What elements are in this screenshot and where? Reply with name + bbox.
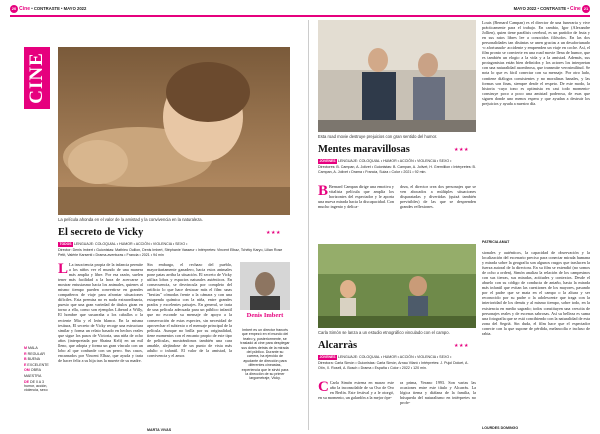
legend-item: M MALA [24, 346, 38, 350]
page-divider [308, 20, 309, 430]
legend-item: B BUENA [24, 357, 40, 362]
photo-alcarras [318, 244, 476, 328]
credits-alcarras: Directora: Carla Simón • Guionistas: Carla Simón, Arnau Vilaró • Intérpretes: J. Pujol Dolcet, A. Otín, X. Rosell, A. Bosch • Drama • España • Color • 2022 • 120 min. [318, 361, 469, 370]
body-vicky-col2: Sin embargo, el rechazo del pueblo, mayoritariamente ganadero, hacia estos animales pone patas arriba la situación. El secreto de Vicky utiliza lobos y espacios naturales auténticos. En consecuencia, se desvincula por completo del artificio lo que hace destacar más el film: unas "bestias" cómodas frente a la cámara y con una estupenda química con la niña, entre grandes prados y excelentes paisajes. En general, se trata de una película adecuada para un público infantil que no esconde su mensaje de apoyo a la conservación de estas especies, sin necesidad de aprovechar el subtexto o el mensaje principal de la película. Aunque no brilla por su originalidad, tiene momentos con el encanto propio de este tipo de películas, mostrándonos también una cara amable, alejándose de un punto de vista más adulto o infantil. El valor de la amistad, la convivencia y el amor. [147, 262, 232, 358]
credits-vicky: Director: Denis Imbert • Guionistas: Mathieu Oullion, Denis Imbert, Stéphanie Vasseur • Intérpretes: Vincent Elbaz, Tchéky Karyo, Lilian Rose Petit, Valérie Karsenti • Drama-aventuras • Francia • 2021 • 94 min [58, 248, 283, 257]
dropcap-mentes: B [318, 184, 329, 199]
photo-alcarras-image [318, 244, 476, 328]
header-rule [10, 15, 590, 17]
legend-item: R REGULAR [24, 351, 45, 356]
title-alcarras: Alcarràs [318, 340, 358, 351]
stars-alcarras: ★★★ [454, 343, 469, 349]
caption-mentes: Esta road movie destruye prejuicios con gran sentido del humor. [318, 134, 438, 139]
photo-mentes-image [318, 20, 476, 132]
right-page-header [514, 5, 590, 13]
body-mentes-col2: deza, el director crea dos personajes que se ven abocados a múltiples situaciones disparatadas y divertidas (quizá también previsibles) de las que se desprenden grandes reflexiones. [400, 184, 476, 210]
legend-item: OM OBRA MAESTRA [24, 368, 42, 378]
left-page-number: 20 [11, 6, 17, 11]
right-page-number: 21 [583, 6, 589, 11]
tag-alcarras: JÓVENES [319, 355, 336, 359]
body-mentes-side: Louis (Bernard Campan) es el director de una funeraria y vive prácticamente para el trabajo. En cambio, Igor (Alexandre Jollien), quien tiene parálisis cerebral, es un partidor de fruta y en sus ratos libres lee a conocidos filósofos. En las dos personalidades tan distintas se unen gracias a un desafortunado -o afortunado- accidente y emprenden un viaje en coche. Así, el film pronto se convierte en una road movie llena de humor, que es también un elogio a la vida y a la amistad. Además, sus protagonistas están bien definidos y los actores los interpretan con una naturalidad asombrosa, que transmite verosimilitud. Se nota lo que es fácil conectar con su mensaje. Por otro lado, contiene diálogos consistentes y no moralinas banales, y las formas son finas, siempre desde el respeto. De este modo, la historia -cuyo tono es optimista en casi todo momento- construye poco a poco una amistad poderosa, de esas que siguen donde uno menos espera y que ayudan a destruir los prejuicios y ayuda a nuestro día. [482, 20, 590, 106]
header-section-left: Cine [19, 6, 31, 12]
tag-mentes: JÓVENES [319, 159, 336, 163]
left-page-header [10, 5, 86, 13]
director-photo-image [240, 262, 290, 310]
body-mentes-col1: B Bernard Campan dirige una emotiva y vitalista película que amplía los horizontes del espectador y le aporta una nueva mirada hacia la discapacidad. Con mucho ingenio y delica- [318, 184, 394, 210]
title-vicky: El secreto de Vicky [58, 227, 144, 238]
body-vicky-col1: L La insociencia propia de la infancia permite a los niños ver el mundo de una manera más amplia y libre. Por esa razón, suelen tener más facilidad a la hora de acercarse y mostrar entusiasmo hacia los animales, quienes al mismo tiempo pueden convertirse en grandes compañeros de viaje para afrontar situaciones difíciles. Esta premisa no es nada extraordinaria, puesto que una gran variedad de títulos giran en torno a ella, como son ejemplos Liberad a Willy, El hombre que susurraba a los caballos o la reciente Mia y el león blanco. En la misma tesitura, El secreto de Vicky recoge una estructura similar y forma un relato basado en hechos reales que sigue los pasos de Victoria, una niña de ocho años (interpretada por Shaina Keli) en un mil lleno, que adopta y forma un gran vínculo con un lobo al que confunde con un perro. Sus casos, encarnados por Vincent Elbaz, que ayuda y trata de hacer feliz a su hija tras la muerte de su madre. [58, 262, 143, 363]
header-left-text: • CONTRASTE • MAYO 2022 [31, 6, 87, 11]
director-photo [240, 262, 290, 310]
body-alcarras-col1: C Carla Simón estrena en marzo este año la inconsolable de su Oso de Oro en Berlín. Este festival y a le otorgó, en su momento, un galardón a la mejor ópe- [318, 380, 394, 401]
tag-vicky: TODOS [59, 242, 72, 246]
caption-alcarras: Carla Simón se lanza a un estudio etnográfico vinculado con el campo. [318, 330, 450, 335]
signature-mentes: PATRICIA AMAT [482, 240, 510, 244]
caption-vicky: La película ahonda en el valor de la amistad y la convivencia en la naturaleza. [58, 217, 203, 222]
header-section-right: Cine [569, 6, 581, 12]
section-label-box [24, 47, 50, 109]
director-name: Denis Imbert [246, 312, 284, 319]
body-alcarras-side: sionales y auténticos, la capacidad de observación y la localización del escenario preciso para conectar mirada humana y mirada sobre la geografía son algunos rasgos que traslucen la fuerza autoral de la directora. En su film se extendió (no somos de ocho a orden), Simón analiza la relación de los campesinos con sus tierras, sus miradas, actitudes y contextos. Desde el abuelo con su código de conducta de antaño, hasta la mirada más infantil que evitan las cuestiones de los mayores, pasando por el padre que se mata en el campo o la altura y ser reconocido por su padre o la adolescente que traga con la interioridad de los demás y al mismo tiempo, sobre todo, en la existencia en medio sagrado; todos constituyen una crescita de personajes reales y de escenas sabrosas. Así su belleza es suma una fotografía que se está concibiendo con la naturalidad de esta zona del Segriá. Sin duda, el film hace que el espectador conecte con la que supone de pérdida, melancolía e incluso de rabia. [482, 250, 590, 336]
ratings-line-mentes: LENGUAJE: COLOQUIAL • HUMOR • ACCIÓN • VIOLENCIA • SEXO • [338, 159, 452, 163]
photo-vicky-image [58, 47, 290, 215]
legend-item: DE DE 0 A 3 humor, acción, violencia, sexo [24, 379, 48, 392]
ratings-vicky [58, 242, 290, 247]
ratings-line-vicky: LENGUAJE: COLOQUIAL • HUMOR • ACCIÓN • VIOLENCIA • SEXO • [74, 242, 188, 246]
photo-vicky [58, 47, 290, 215]
signature-vicky: MARTA VIVAS [147, 428, 172, 432]
header-right-text: MAYO 2022 • CONTRASTE • [513, 6, 569, 11]
title-mentes: Mentes maravillosas [318, 144, 410, 155]
ratings-line-alcarras: LENGUAJE: COLOQUIAL • HUMOR • ACCIÓN • VIOLENCIA • SEXO • [338, 355, 452, 359]
photo-mentes [318, 20, 476, 132]
rating-legend [24, 346, 54, 392]
ratings-mentes [318, 159, 476, 164]
legend-item: E EXCELENTE [24, 362, 49, 367]
signature-alcarras: LOURDES DOMINGO [482, 426, 519, 430]
credits-mentes: Directores: B. Campan, A. Jolivet • Guionistas: B. Campan, A. Jolivet, H. Gremillion • Intérpretes: B. Campan, A. Jolivet • Drama • Francia, Suiza • Color • 2021 • 92 min. [318, 165, 476, 174]
ratings-alcarras [318, 355, 476, 360]
body-alcarras-col2: ra prima, Verano 1993. Son varias las ocasiones entre este título y Alcarràs. La lógica tiema y diáfana de la familia, la búsqueda del naturalismo en intérpretes no profe- [400, 380, 476, 406]
stars-mentes: ★★★ [454, 147, 469, 153]
director-bio: Imbert es un director francés que empezó en el mundo del teatro y, posteriormente, se trasladó al cine para desplegar sus dotes detrás de la mirada del público. Durante su carrera, ha ejercido de ayudante de dirección para diferentes cineastas, experiencia que le sirvió para la dirección de su primer largometraje, Vicky. [240, 328, 290, 381]
dropcap-vicky: L [58, 262, 69, 277]
stars-vicky: ★★★ [266, 230, 281, 236]
section-label: CINE [26, 52, 47, 104]
dropcap-alcarras: C [318, 380, 329, 395]
